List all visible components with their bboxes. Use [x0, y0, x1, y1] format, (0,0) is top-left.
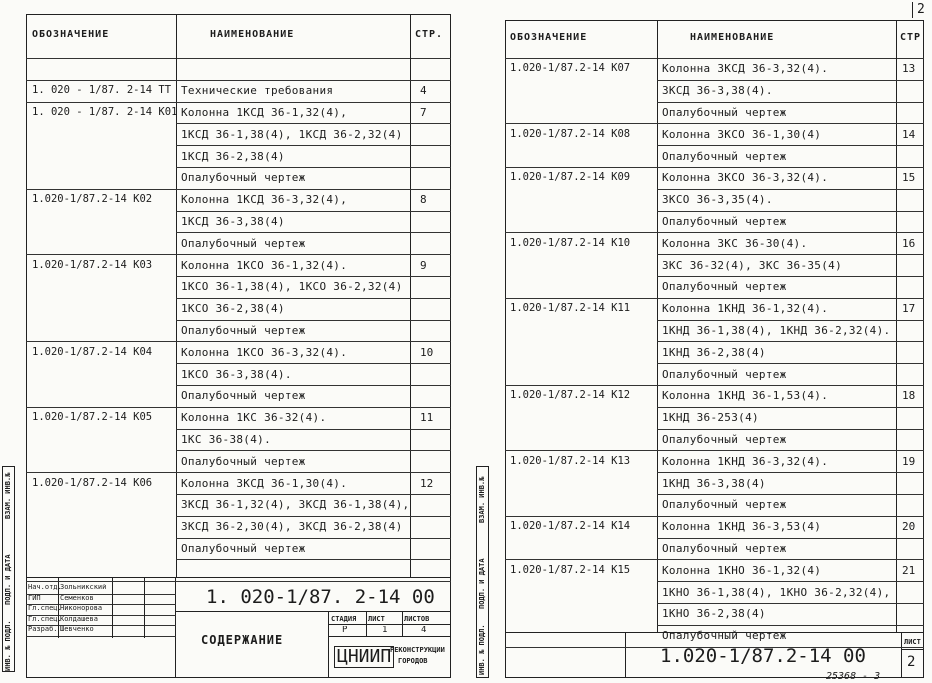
right-row-page: 19 [902, 455, 916, 467]
left-side-label-2: ПОДП. И ДАТА [4, 554, 12, 605]
left-header-page: СТР. [415, 30, 444, 40]
right-header-code: ОБОЗНАЧЕНИЕ [510, 33, 588, 43]
right-row-name: 3КС 36-32(4), 3КС 36-35(4) [662, 259, 842, 271]
right-row-code: 1.020-1/87.2-14 К08 [510, 128, 631, 140]
left-row-code: 1.020-1/87.2-14 К02 [32, 194, 153, 205]
left-stamp-org-line1: РЕКОНСТРУКЦИИ [390, 647, 445, 654]
right-row-name: Колонна 3КСД 36-3,32(4). [662, 63, 829, 75]
right-row-name: 1КНО 36-2,38(4) [662, 608, 766, 620]
left-stamp-designation: 1. 020-1/87. 2-14 00 [206, 588, 435, 607]
right-row-page: 13 [902, 63, 916, 75]
left-row-name: 1КСО 36-3,38(4). [181, 368, 292, 380]
left-row-name: Опалубочный чертеж [181, 237, 306, 249]
stamp-person-name: Семенков [60, 594, 94, 602]
right-row-name: Колонна 3КСО 36-1,30(4) [662, 128, 822, 140]
right-row-code: 1.020-1/87.2-14 К13 [510, 455, 631, 467]
right-header-name: НАИМЕНОВАНИЕ [690, 33, 775, 43]
left-stamp-sheet-label: ЛИСТ [368, 616, 385, 623]
left-row-name: Опалубочный чертеж [181, 390, 306, 402]
right-row-code: 1.020-1/87.2-14 К12 [510, 390, 631, 401]
stamp-person-name: Зольникский [60, 584, 107, 591]
page-corner-number: 2 [912, 2, 925, 18]
left-row-name: Колонна 1КСД 36-1,32(4), [181, 107, 348, 118]
right-side-label-3: ВЗАМ. ИНВ.№ [478, 476, 486, 523]
left-row-page: 4 [420, 85, 427, 97]
right-header-page: СТР [900, 33, 922, 43]
left-row-code: 1.020-1/87.2-14 К06 [32, 477, 153, 489]
right-row-page: 20 [902, 521, 916, 533]
right-row-name: Опалубочный чертеж [662, 107, 787, 118]
left-row-name: Опалубочный чертеж [181, 172, 306, 184]
stamp-person-role: Гл.спец. [28, 615, 62, 623]
right-row-page: 17 [902, 303, 916, 315]
left-stamp-stage: Р [342, 626, 348, 635]
right-row-page: 15 [902, 172, 916, 184]
left-title-block [26, 577, 451, 678]
left-row-name: 1КСД 36-1,38(4), 1КСД 36-2,32(4) [181, 128, 403, 140]
left-row-name: 3КСД 36-2,30(4), 3КСД 36-2,38(4) [181, 521, 403, 533]
left-row-name: 1КСД 36-2,38(4) [181, 150, 285, 162]
left-row-name: Колонна 1КСО 36-3,32(4). [181, 346, 348, 358]
right-row-name: 1КНД 36-253(4) [662, 412, 759, 424]
left-row-page: 7 [420, 107, 427, 118]
stamp-person-role: Разраб. [28, 626, 58, 633]
right-row-name: Опалубочный чертеж [662, 499, 787, 511]
right-row-code: 1.020-1/87.2-14 К09 [510, 172, 631, 183]
right-row-name: 3КСД 36-3,38(4). [662, 85, 773, 97]
right-row-name: 3КСО 36-3,35(4). [662, 194, 773, 206]
stamp-person-name: Никонорова [60, 605, 103, 612]
right-row-code: 1.020-1/87.2-14 К07 [510, 63, 631, 74]
left-stamp-sheet: 1 [382, 626, 388, 635]
right-stamp-sheet-number: 2 [907, 655, 916, 669]
right-row-page: 16 [902, 237, 916, 249]
right-row-name: Колонна 3КСО 36-3,32(4). [662, 172, 829, 184]
left-row-page: 9 [420, 259, 427, 271]
left-row-name: 1КСО 36-2,38(4) [181, 303, 285, 315]
right-row-name: 1КНО 36-1,38(4), 1КНО 36-2,32(4), [662, 586, 891, 598]
right-row-page: 14 [902, 128, 916, 140]
right-footer-note: 25368 - 3 [826, 672, 881, 682]
right-row-code: 1.020-1/87.2-14 К11 [510, 303, 631, 314]
left-row-code: 1. 020 - 1/87. 2-14 К01 [32, 107, 178, 118]
right-row-name: Колонна 1КНД 36-1,53(4). [662, 390, 829, 402]
right-row-name: Опалубочный чертеж [662, 281, 787, 293]
right-row-name: Колонна 3КС 36-30(4). [662, 237, 808, 249]
left-row-name: 1КСО 36-1,38(4), 1КСО 36-2,32(4) [181, 281, 403, 293]
left-stamp-sheets: 4 [421, 626, 427, 635]
right-row-name: 1КНД 36-3,38(4) [662, 477, 766, 489]
stamp-person-role: ГИП [28, 594, 41, 602]
left-row-name: Технические требования [181, 85, 334, 97]
stamp-person-role: Нач.отд. [28, 584, 62, 591]
right-side-strip [476, 466, 489, 678]
right-row-name: Колонна 1КНД 36-3,32(4). [662, 455, 829, 467]
right-row-page: 21 [902, 564, 916, 576]
right-row-name: Колонна 1КНД 36-1,32(4). [662, 303, 829, 315]
left-side-strip [2, 466, 15, 672]
left-row-name: 1КСД 36-3,38(4) [181, 216, 285, 227]
right-side-label-1: ИНВ. № ПОДЛ. [478, 624, 486, 675]
left-row-name: Колонна 1КСО 36-1,32(4). [181, 259, 348, 271]
left-row-code: 1.020-1/87.2-14 К05 [32, 412, 153, 423]
left-row-name: Колонна 3КСД 36-1,30(4). [181, 477, 348, 489]
left-row-name: Колонна 1КСД 36-3,32(4), [181, 194, 348, 206]
left-header-code: ОБОЗНАЧЕНИЕ [32, 30, 110, 40]
left-row-page: 11 [420, 412, 434, 424]
left-side-label-3: ВЗАМ. ИНВ.№ [4, 472, 12, 519]
right-row-name: Опалубочный чертеж [662, 150, 787, 162]
left-header-name: НАИМЕНОВАНИЕ [210, 30, 295, 40]
right-row-name: Опалубочный чертеж [662, 368, 787, 380]
left-row-name: 3КСД 36-1,32(4), 3КСД 36-1,38(4), [181, 499, 410, 511]
right-side-label-2: ПОДП. И ДАТА [478, 558, 486, 609]
right-row-name: Опалубочный чертеж [662, 434, 787, 445]
right-row-name: 1КНД 36-1,38(4), 1КНД 36-2,32(4). [662, 325, 891, 336]
right-row-page: 18 [902, 390, 916, 402]
right-row-code: 1.020-1/87.2-14 К10 [510, 237, 631, 249]
stamp-person-role: Гл.спец. [28, 605, 62, 612]
left-row-code: 1. 020 - 1/87. 2-14 ТТ [32, 85, 172, 96]
right-row-code: 1.020-1/87.2-14 К14 [510, 521, 631, 532]
right-row-name: Опалубочный чертеж [662, 543, 787, 554]
left-stamp-stage-label: СТАДИЯ [331, 616, 357, 623]
left-row-page: 12 [420, 477, 434, 489]
right-stamp-sheet-label: ЛИСТ [904, 639, 921, 646]
right-row-code: 1.020-1/87.2-14 К15 [510, 564, 631, 576]
left-row-code: 1.020-1/87.2-14 К04 [32, 346, 153, 358]
left-row-page: 8 [420, 194, 427, 206]
stamp-person-name: Колдашева [60, 615, 98, 623]
left-stamp-sheets-label: ЛИСТОВ [404, 616, 430, 623]
left-row-page: 10 [420, 346, 434, 358]
left-row-name: Опалубочный чертеж [181, 455, 306, 467]
left-stamp-title: СОДЕРЖАНИЕ [201, 634, 284, 646]
left-row-name: 1КС 36-38(4). [181, 434, 271, 445]
left-stamp-people [26, 578, 176, 677]
right-row-name: 1КНД 36-2,38(4) [662, 346, 766, 358]
right-row-name: Колонна 1КНО 36-1,32(4) [662, 564, 822, 576]
left-row-name: Опалубочный чертеж [181, 325, 306, 336]
right-stamp-designation: 1.020-1/87.2-14 00 [660, 647, 866, 666]
left-row-code: 1.020-1/87.2-14 К03 [32, 259, 153, 271]
left-row-name: Колонна 1КС 36-32(4). [181, 412, 327, 424]
left-row-name: Опалубочный чертеж [181, 543, 306, 554]
left-stamp-org-line2: ГОРОДОВ [398, 658, 428, 665]
stamp-person-name: Шевченко [60, 626, 94, 633]
right-row-name: Опалубочный чертеж [662, 630, 787, 642]
right-row-name: Колонна 1КНД 36-3,53(4) [662, 521, 822, 533]
right-row-name: Опалубочный чертеж [662, 216, 787, 227]
left-side-label-1: ИНВ. № ПОДЛ. [4, 620, 12, 671]
left-stamp-org-short: ЦНИИП [334, 646, 394, 668]
